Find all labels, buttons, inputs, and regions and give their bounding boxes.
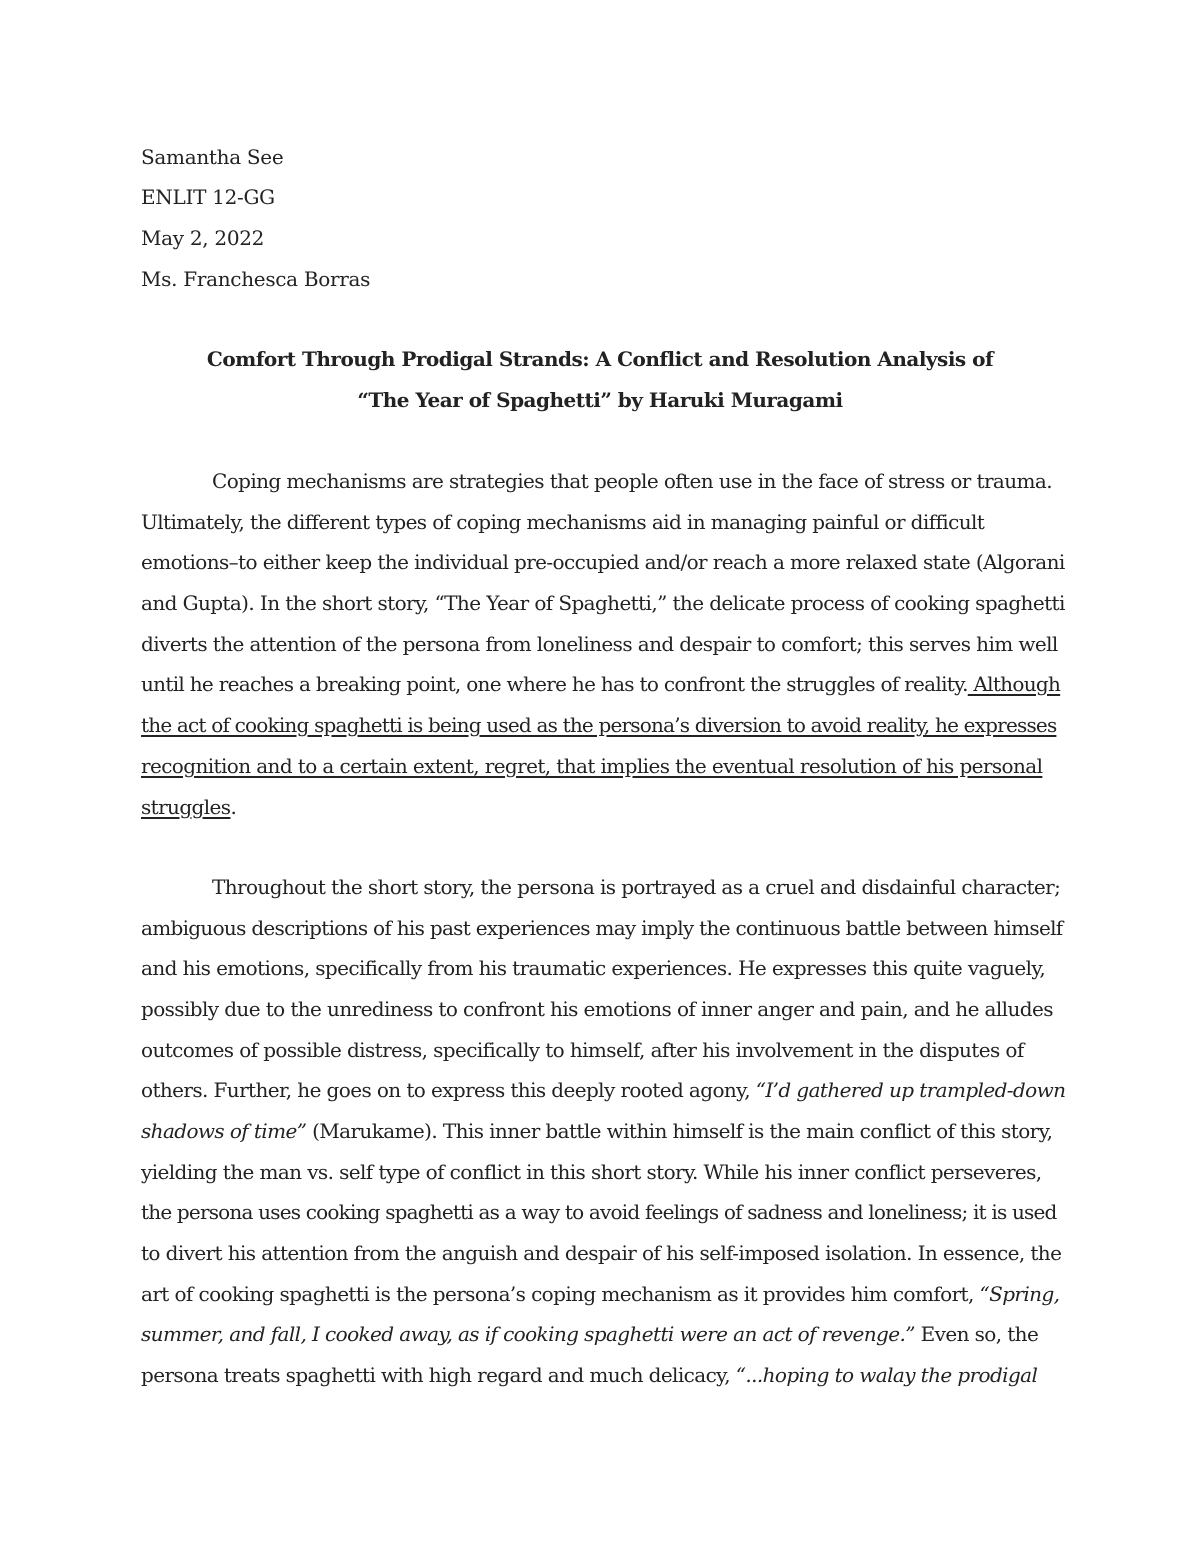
- paragraph-line: possibly due to the unrediness to confront his emotions of inner anger and pain, and he alludes: [141, 997, 1053, 1021]
- paragraph-line: diverts the attention of the persona from loneliness and despair to comfort; this serves him well: [141, 632, 1058, 656]
- line-text: others. Further, he goes on to express this deeply rooted agony,: [141, 1078, 756, 1102]
- author-name: Samantha See: [141, 145, 284, 169]
- paragraph-line: and Gupta). In the short story, “The Year of Spaghetti,” the delicate process of cooking spaghetti: [141, 591, 1065, 615]
- paragraph-line: [141, 795, 1061, 819]
- thesis-statement-end: struggles: [141, 795, 231, 819]
- paragraph-line: [141, 1363, 1061, 1387]
- quote-text: “Spring,: [979, 1282, 1060, 1306]
- paragraph-line: Ultimately, the different types of coping mechanisms aid in managing painful or difficult: [141, 510, 985, 534]
- paragraph-line: the persona uses cooking spaghetti as a way to avoid feelings of sadness and loneliness; it is used: [141, 1200, 1057, 1224]
- course-code: ENLIT 12-GG: [141, 185, 275, 209]
- quote-text: summer, and fall, I cooked away, as if cooking spaghetti were an act of revenge.”: [141, 1322, 915, 1346]
- paragraph-line: [141, 1119, 1061, 1143]
- paragraph-line: Coping mechanisms are strategies that people often use in the face of stress or trauma.: [212, 469, 1052, 493]
- quote-text: “I’d gathered up trampled-down: [755, 1078, 1066, 1102]
- essay-title-line-1: Comfort Through Prodigal Strands: A Conflict and Resolution Analysis of: [206, 347, 994, 371]
- paragraph-line: and his emotions, specifically from his traumatic experiences. He expresses this quite vaguely,: [141, 956, 1046, 980]
- thesis-statement-line: recognition and to a certain extent, regret, that implies the eventual resolution of his personal: [141, 754, 1043, 778]
- line-text: until he reaches a breaking point, one where he has to confront the struggles of reality.: [141, 672, 968, 696]
- thesis-statement-start: Although: [967, 672, 1061, 696]
- paragraph-line: ambiguous descriptions of his past experiences may imply the continuous battle between himself: [141, 916, 1063, 940]
- document-date: May 2, 2022: [141, 226, 265, 250]
- line-text: Even so, the: [914, 1322, 1039, 1346]
- line-text: .: [230, 795, 237, 819]
- paragraph-line: [141, 672, 1061, 696]
- paragraph-line: outcomes of possible distress, specifically to himself, after his involvement in the disputes of: [141, 1038, 1024, 1062]
- line-text: persona treats spaghetti with high regard and much delicacy,: [141, 1363, 736, 1387]
- paragraph-line: to divert his attention from the anguish and despair of his self-imposed isolation. In essence, the: [141, 1241, 1062, 1265]
- paragraph-line: yielding the man vs. self type of conflict in this short story. While his inner conflict perseveres,: [141, 1160, 1042, 1184]
- teacher-name: Ms. Franchesca Borras: [141, 267, 371, 291]
- paragraph-line: Throughout the short story, the persona is portrayed as a cruel and disdainful character;: [212, 875, 1061, 899]
- thesis-statement-line: the act of cooking spaghetti is being used as the persona’s diversion to avoid reality, he expresses: [141, 713, 1057, 737]
- paragraph-line: [141, 1078, 1066, 1102]
- paragraph-line: [141, 1282, 1061, 1306]
- quote-text: shadows of time”: [141, 1119, 307, 1143]
- essay-title-line-2: “The Year of Spaghetti” by Haruki Muragami: [357, 388, 843, 412]
- quote-text: “...hoping to walay the prodigal: [735, 1363, 1038, 1387]
- line-text: (Marukame). This inner battle within himself is the main conflict of this story,: [306, 1119, 1053, 1143]
- line-text: art of cooking spaghetti is the persona’s coping mechanism as it provides him comfort,: [141, 1282, 980, 1306]
- paragraph-line: [141, 1322, 1061, 1346]
- paragraph-line: emotions–to either keep the individual pre-occupied and/or reach a more relaxed state (Algorani: [141, 550, 1065, 574]
